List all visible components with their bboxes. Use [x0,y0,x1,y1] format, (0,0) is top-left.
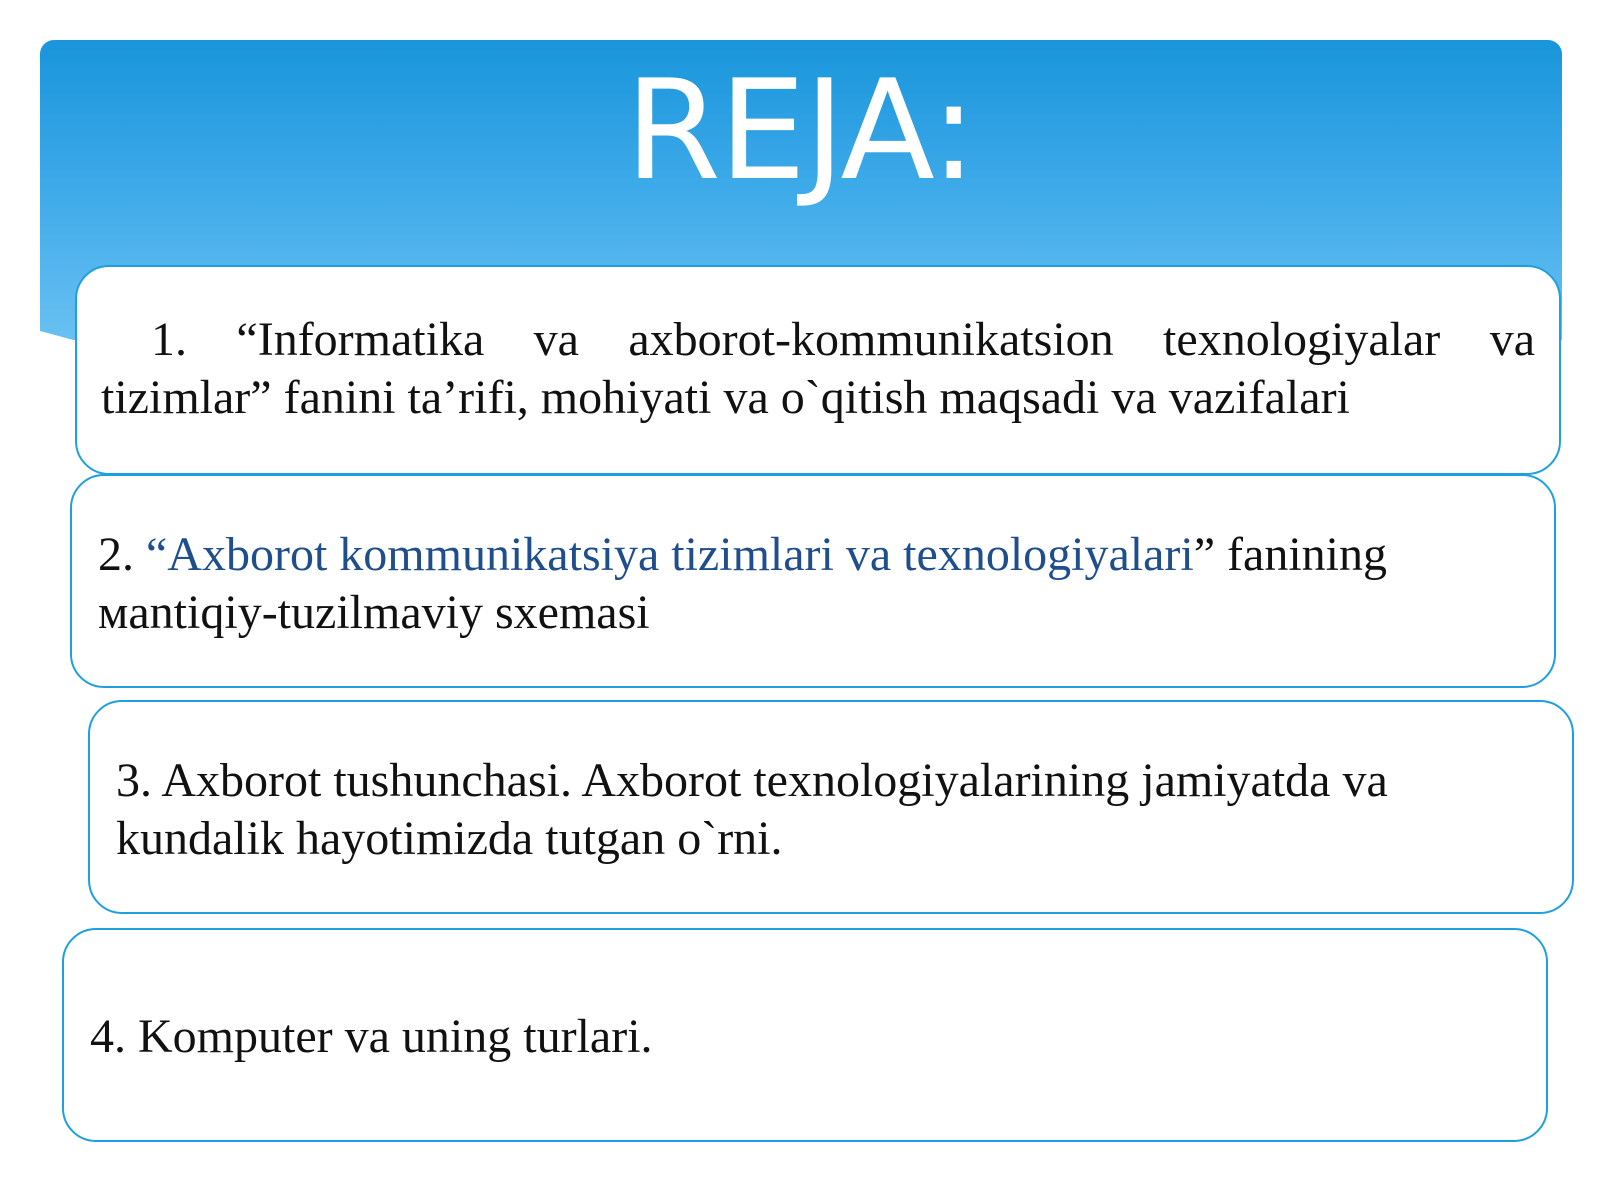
plan-item-2-prefix: 2. [98,528,146,581]
plan-item-3-line1: 3. Axborot tushunchasi. Axborot texnologiyalarining jamiyatda va [116,754,1388,807]
plan-item-2 [70,474,1556,688]
plan-item-3 [88,700,1574,914]
plan-item-3-line2: kundalik hayotimizda tutgan o`rni. [116,811,783,865]
slide-title: REJA: [625,50,975,211]
plan-item-4 [62,928,1548,1142]
plan-item-4-line1: 4. Komputer va uning turlari. [90,1010,653,1063]
plan-item-2-highlight: “Axborot kommunikatsiya tizimlari va texnologiyalari [146,528,1194,581]
plan-item-1-line2: tizimlar” fanini ta’rifi, mohiyati va o`qitish maqsadi va vazifalari [101,370,1350,424]
plan-item-2-line1 [98,526,1528,584]
plan-item-1 [75,265,1561,475]
plan-item-2-line2: мantiqiy-tuzilmaviy sxemasi [98,585,650,639]
plan-item-1-line1: 1. “Informatika va axborot-kommunikatsion texnologiyalar va [151,313,1535,366]
plan-item-2-suffix: ” fanining [1193,528,1388,581]
